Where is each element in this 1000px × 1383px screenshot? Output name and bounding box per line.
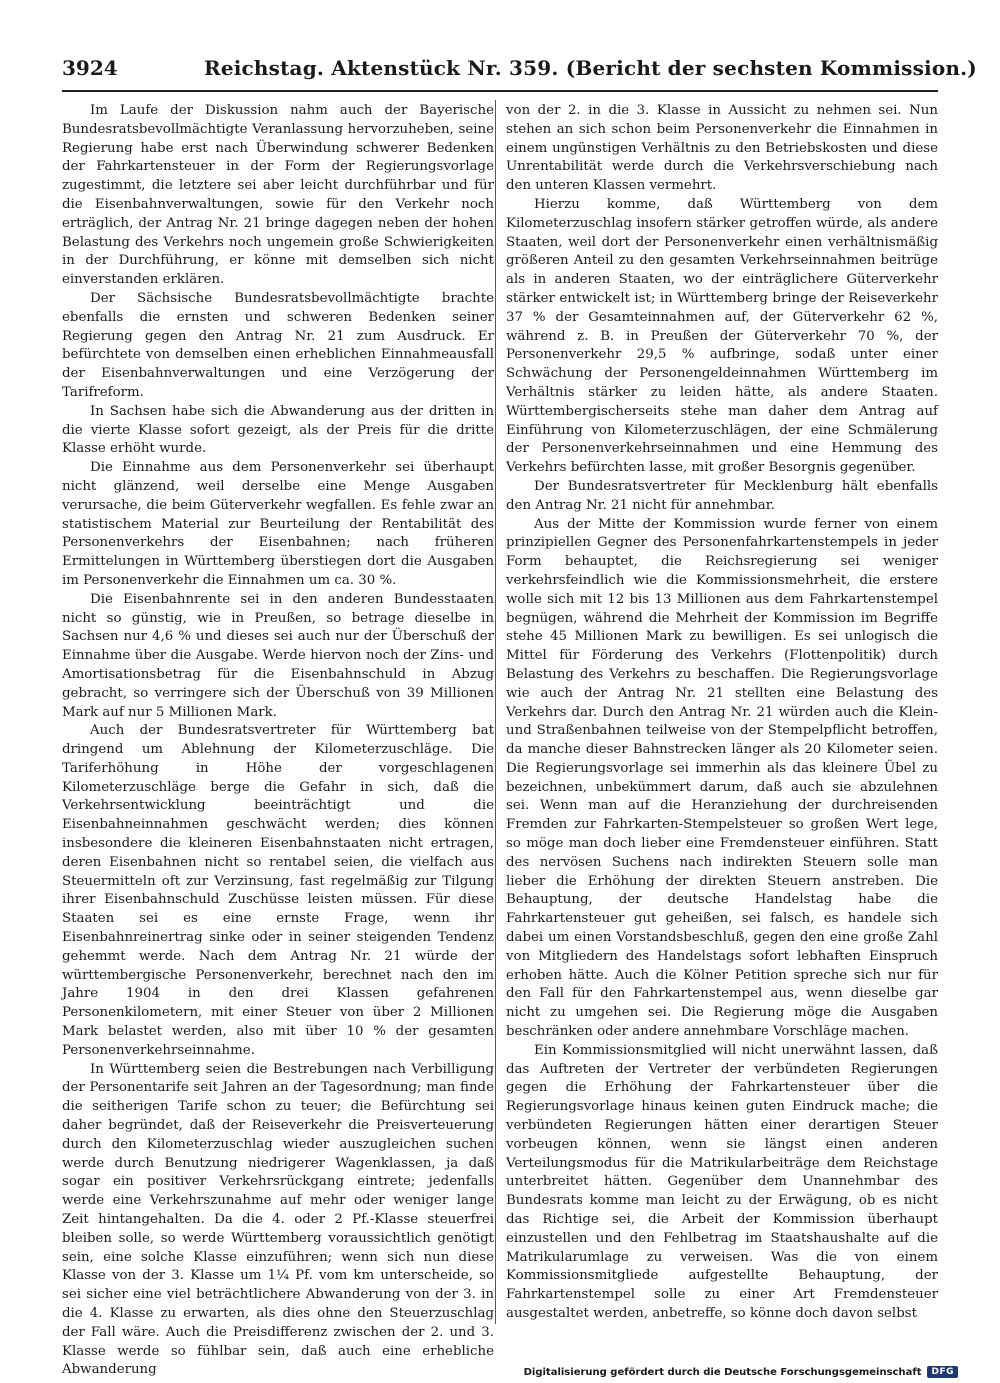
header-rule: [62, 90, 938, 92]
right-column: [506, 102, 938, 1324]
paragraph: Der Sächsische Bundesratsbevollmächtigte brachte ebenfalls die ernsten und schweren Bedenken seiner Regierung gegen den Antrag Nr. 21 zum Ausdruck. Er befürchtete von demselben einen erheblichen Einnahmeausfall der Eisenbahnverwaltungen und eine Verzögerung der Tarifreform.: [62, 290, 494, 400]
paragraph: In Sachsen habe sich die Abwanderung aus der dritten in die vierte Klasse sofort gezeigt, als der Preis für die dritte Klasse erhöht wurde.: [62, 403, 494, 457]
paragraph: Hierzu komme, daß Württemberg von dem Kilometerzuschlag insofern stärker getroffen würde, als andere Staaten, weil dort der Personenverkehr einen verhältnismäßig größeren Anteil zu den gesamten Verkehrseinnahmen beitrüge als in anderen Staaten, wo der einträglichere Güterverkehr stärker entwickelt ist; in Württemberg bringe der Reiseverkehr 37 % der Gesamteinnahmen auf, der Güterverkehr 62 %, während z. B. in Preußen der Güterverkehr 70 %, der Personenverkehr 29,5 % aufbringe, sodaß unter einer Schwächung der Personengeldeinnahmen Württemberg im Verhältnis stärker zu leiden hätte, als andere Staaten. Württembergischerseits stehe man daher dem Antrag auf Einführung von Kilometerzuschlägen, der eine Schmälerung der Personenverkehrseinnahmen und eine Hemmung des Verkehrs befürchten lasse, mit großer Besorgnis gegenüber.: [506, 196, 938, 476]
paragraph: Der Bundesratsvertreter für Mecklenburg hält ebenfalls den Antrag Nr. 21 nicht für annehmbar.: [506, 478, 938, 513]
dfg-logo: DFG: [927, 1366, 958, 1378]
column-divider: [495, 100, 496, 1324]
paragraph: Ein Kommissionsmitglied will nicht unerwähnt lassen, daß das Auftreten der Vertreter der verbündeten Regierungen gegen die Erhöhung der Fahrkartensteuer über die Regierungsvorlage hinaus keinen guten Eindruck mache; die verbündeten Regierungen hätten einer derartigen Steuer vorbeugen können, wenn sie längst einen anderen Verteilungsmodus für die Matrikularbeiträge dem Reichstage unterbreitet hätten. Gegenüber dem Unannehmbar des Bundesrats komme man leicht zu der Erwägung, ob es nicht das Richtige sei, die Arbeit der Kommission überhaupt einzustellen und den Fehlbetrag im Staatshaushalte auf die Matrikularumlage zu verweisen. Was die von einem Kommissionsmitgliede aufgestellte Behauptung, der Fahrkartenstempel solle zu einer Art Fremdensteuer ausgestaltet werden, anbetreffe, so könne doch davon selbst: [506, 1042, 938, 1321]
paragraph: Die Einnahme aus dem Personenverkehr sei überhaupt nicht glänzend, weil derselbe eine Menge Ausgaben verursache, die beim Güterverkehr wegfallen. Es fehle zwar an statistischem Material zur Beurteilung der Rentabilität des Personenverkehrs der Eisenbahnen; nach früheren Ermittelungen in Württemberg überstiegen dort die Ausgaben im Personenverkehr die Einnahmen um ca. 30 %.: [62, 460, 494, 588]
paragraph: Aus der Mitte der Kommission wurde ferner von einem prinzipiellen Gegner des Personenfahrkartenstempels in jeder Form behauptet, die Reichsregierung sei weniger verkehrsfeindlich wie die Kommissionsmehrheit, die erstere wolle sich mit 12 bis 13 Millionen aus dem Fahrkartenstempel begnügen, während die Mehrheit der Kommission im Begriffe stehe 45 Millionen Mark zu bewilligen. Es sei unlogisch die Mittel für Förderung des Verkehrs (Flottenpolitik) durch Belastung des Verkehrs zu beschaffen. Die Regierungsvorlage wie auch der Antrag Nr. 21 stellten eine Belastung des Verkehrs dar. Durch den Antrag Nr. 21 würden auch die Klein- und Straßenbahnen teilweise von der Stempelpflicht betroffen, da manche dieser Bahnstrecken länger als 20 Kilometer seien. Die Regierungsvorlage sei immerhin als das kleinere Übel zu bezeichnen, unbekümmert darum, daß auch sie abzulehnen sei. Wenn man auf die Heranziehung der durchreisenden Fremden zur Fahrkarten-Stempelsteuer so großen Wert lege, so möge man doch lieber eine Fremdensteuer einführen. Statt des nervösen Suchens nach indirekten Steuern solle man lieber die Erhöhung der direkten Steuern anstreben. Die Behauptung, der deutsche Handelstag habe die Fahrkartensteuer gut geheißen, sei falsch, es handele sich dabei um einen Vorstandsbeschluß, gegen den eine große Zahl von Mitgliedern des Handelstags sofort lebhaften Einspruch erhoben hätte. Auch die Kölner Petition spreche sich nur für den Fall für den Fahrkartenstempel aus, wenn dieselbe gar nicht zu umgehen sei. Die Regierung möge die Ausgaben beschränken oder andere annehmbare Vorschläge machen.: [506, 516, 938, 1040]
running-title: Reichstag. Aktenstück Nr. 359. (Bericht der sechsten Kommission.): [204, 56, 977, 80]
digitization-footer: [524, 1364, 958, 1380]
paragraph: von der 2. in die 3. Klasse in Aussicht zu nehmen sei. Nun stehen an sich schon beim Personenverkehr die Einnahmen in einem ungünstigen Verhältnis zu den Betriebskosten und diese Unrentabilität werde durch die Verkehrsverschiebung nach den unteren Klassen vermehrt.: [506, 103, 938, 194]
paragraph: Die Eisenbahnrente sei in den anderen Bundesstaaten nicht so günstig, wie in Preußen, so betrage dieselbe in Sachsen nur 4,6 % und dieses sei auch nur der Überschuß der Einnahme über die Ausgabe. Werde hiervon noch der Zins- und Amortisationsbetrag für die Eisenbahnschuld in Abzug gebracht, so verringere sich der Überschuß von 39 Millionen Mark auf nur 5 Millionen Mark.: [62, 591, 494, 720]
left-column: [62, 102, 494, 1378]
page-header: [62, 56, 977, 86]
digitization-credit: Digitalisierung gefördert durch die Deutsche Forschungsgemeinschaft: [523, 1366, 922, 1378]
paragraph: Im Laufe der Diskussion nahm auch der Bayerische Bundesratsbevollmächtigte Veranlassung hervorzuheben, seine Regierung habe erst nach Überwindung schwerer Bedenken der Fahrkartensteuer in der Form der Regierungsvorlage zugestimmt, die letztere sei aber leicht durchführbar und für die Eisenbahnverwaltungen, sowie für den Verkehr noch erträglich, der Antrag Nr. 21 bringe dagegen neben der hohen Belastung des Verkehrs noch ungemein große Schwierigkeiten in der Durchführung, er könne mit demselben sich nicht einverstanden erklären.: [62, 103, 494, 288]
paragraph: Auch der Bundesratsvertreter für Württemberg bat dringend um Ablehnung der Kilometerzuschläge. Die Tariferhöhung in Höhe der vorgeschlagenen Kilometerzuschläge berge die Gefahr in sich, daß die Verkehrsentwicklung beeinträchtigt und die Eisenbahneinnahmen geschwächt werden; dies können insbesondere die kleineren Eisenbahnstaaten nicht ertragen, deren Eisenbahnen nicht so rentabel seien, die vielfach aus Steuermitteln oft zur Verzinsung, fast regelmäßig zur Tilgung ihrer Eisenbahnschuld Zuschüsse leisten müssen. Für diese Staaten sei es eine ernste Frage, wenn ihr Eisenbahnreinertrag sinke oder in seiner steigenden Tendenz gehemmt werde. Nach dem Antrag Nr. 21 würde der württembergische Personenverkehr, berechnet nach den im Jahre 1904 in den drei Klassen gefahrenen Personenkilometern, mit einer Steuer von über 2 Millionen Mark belastet werden, also mit über 10 % der gesamten Personenverkehrseinnahme.: [62, 723, 494, 1058]
paragraph: In Württemberg seien die Bestrebungen nach Verbilligung der Personentarife seit Jahren an der Tagesordnung; man finde die seitherigen Tarife schon zu teuer; die Befürchtung sei daher begründet, daß der Reiseverkehr die Preisverteuerung durch den Kilometerzuschlag wieder auszugleichen suchen werde durch Benutzung niedrigerer Wagenklassen, ja daß sogar ein positiver Verkehrsrückgang eintrete; jedenfalls werde eine Verkehrszunahme auf mehr oder weniger lange Zeit hintangehalten. Da die 4. oder 2 Pf.-Klasse steuerfrei bleiben solle, so werde Württemberg voraussichtlich genötigt sein, eine solche Klasse einzuführen; wenn sich nun diese Klasse von der 3. Klasse um 1¼ Pf. vom km unterscheide, so sei sicher eine viel beträchtlichere Abwanderung von der 3. in die 4. Klasse zu erwarten, als dies ohne den Steuerzuschlag der Fall wäre. Auch die Preisdifferenz zwischen der 2. und 3. Klasse werde so fühlbar sein, daß auch eine erhebliche Abwanderung: [62, 1061, 494, 1378]
page-number: 3924: [62, 56, 118, 80]
